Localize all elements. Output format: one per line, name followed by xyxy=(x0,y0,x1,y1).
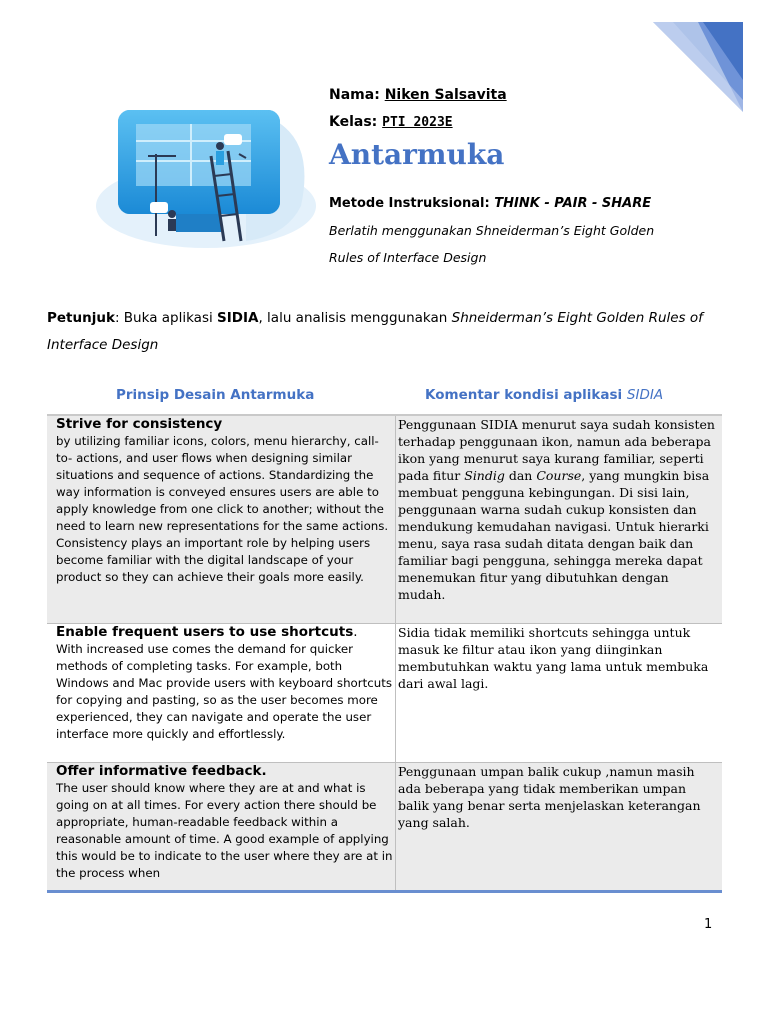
document-title: Antarmuka xyxy=(329,138,505,171)
petunjuk-italic: Shneiderman’s Eight Golden Rules of Interface Design xyxy=(47,310,703,353)
table-row xyxy=(47,762,722,890)
kelas-label: Kelas: xyxy=(329,114,378,130)
kelas-line xyxy=(329,114,453,130)
comment-text: dan xyxy=(504,468,537,483)
nama-value: Niken Salsavita xyxy=(384,87,507,103)
column-header-principle: Prinsip Desain Antarmuka xyxy=(116,387,315,403)
kelas-value: PTI 2023E xyxy=(382,115,453,130)
principle-title: Enable frequent users to use shortcuts xyxy=(56,623,354,640)
table-bottom-rule xyxy=(47,890,722,893)
principle-body: by utilizing familiar icons, colors, menu hierarchy, call-to- actions, and user flows when designing similar situations and sequence of actions. Standardizing the way information is conveyed ensures users are able to apply knowledge from one click to another; without the need to learn new representations for the same actions. Consistency plays an important role by helping users become familiar with the digital landscape of your product so they can achieve their goals more easily. xyxy=(56,434,389,584)
instructions-paragraph xyxy=(47,305,727,359)
interface-design-illustration xyxy=(96,96,321,256)
subtitle-line-1: Berlatih menggunakan Shneiderman’s Eight Golden xyxy=(329,223,655,238)
nama-line xyxy=(329,87,507,103)
column-header-comment-app: SIDIA xyxy=(626,387,664,403)
petunjuk-text-2: , lalu analisis menggunakan xyxy=(258,310,452,326)
principle-cell xyxy=(47,762,396,890)
principles-table xyxy=(47,414,722,890)
petunjuk-label: Petunjuk xyxy=(47,310,115,326)
metode-value: THINK - PAIR - SHARE xyxy=(494,196,652,211)
principle-body: The user should know where they are at and what is going on at all times. For every action there should be appropriate, human-readable feedback within a reasonable amount of time. A good example of applying this would be to indicate to the user where they are at in the process when xyxy=(56,780,393,880)
principle-cell xyxy=(47,623,396,762)
metode-line xyxy=(329,196,651,211)
nama-label: Nama: xyxy=(329,87,380,103)
table-row xyxy=(47,415,722,623)
petunjuk-text-1: : Buka aplikasi xyxy=(114,310,218,326)
table-row xyxy=(47,623,722,762)
comment-cell xyxy=(396,415,723,623)
column-header-comment xyxy=(425,387,663,403)
subtitle-line-2: Rules of Interface Design xyxy=(329,250,487,265)
corner-triangle-decoration xyxy=(608,0,768,120)
principle-title-suffix: . xyxy=(353,623,358,640)
page-number: 1 xyxy=(704,917,713,932)
principle-title: Offer informative feedback. xyxy=(56,762,267,779)
comment-cell: Sidia tidak memiliki shortcuts sehingga untuk masuk ke filtur atau ikon yang diinginkan membutuhkan waktu yang lama untuk membuka dari awal lagi. xyxy=(398,624,709,691)
principle-cell xyxy=(47,415,396,623)
comment-cell: Penggunaan umpan balik cukup ,namun masih ada beberapa yang tidak memberikan umpan balik yang benar serta menjelaskan keterangan yang salah. xyxy=(396,762,723,890)
column-header-comment-label: Komentar kondisi aplikasi xyxy=(425,387,623,403)
comment-text: Penggunaan SIDIA menurut saya sudah konsisten terhadap penggunaan ikon, namun ada beberapa ikon yang menurut saya kurang familiar, seperti pada fitur xyxy=(398,417,715,483)
comment-italic: Course xyxy=(536,468,582,483)
comment-italic: Sindig xyxy=(464,468,505,483)
principle-title: Strive for consistency xyxy=(56,416,223,432)
petunjuk-app: SIDIA xyxy=(217,310,259,326)
principle-title-line xyxy=(56,624,395,641)
comment-text: , yang mungkin bisa membuat pengguna kebingungan. Di sisi lain, penggunaan warna sudah cukup konsisten dan mendukung kemudahan navigasi. Untuk hierarki menu, saya rasa sudah ditata dengan baik dan familiar bagi pengguna, sehingga mereka dapat menemukan fitur yang dibutuhkan dengan mudah. xyxy=(398,468,710,602)
metode-label: Metode Instruksional: xyxy=(329,196,490,211)
principle-body: With increased use comes the demand for quicker methods of completing tasks. For example, both Windows and Mac provide users with keyboard shortcuts for copying and pasting, so as the user becomes more experienced, they can navigate and operate the user interface more quickly and effortlessly. xyxy=(56,641,392,741)
